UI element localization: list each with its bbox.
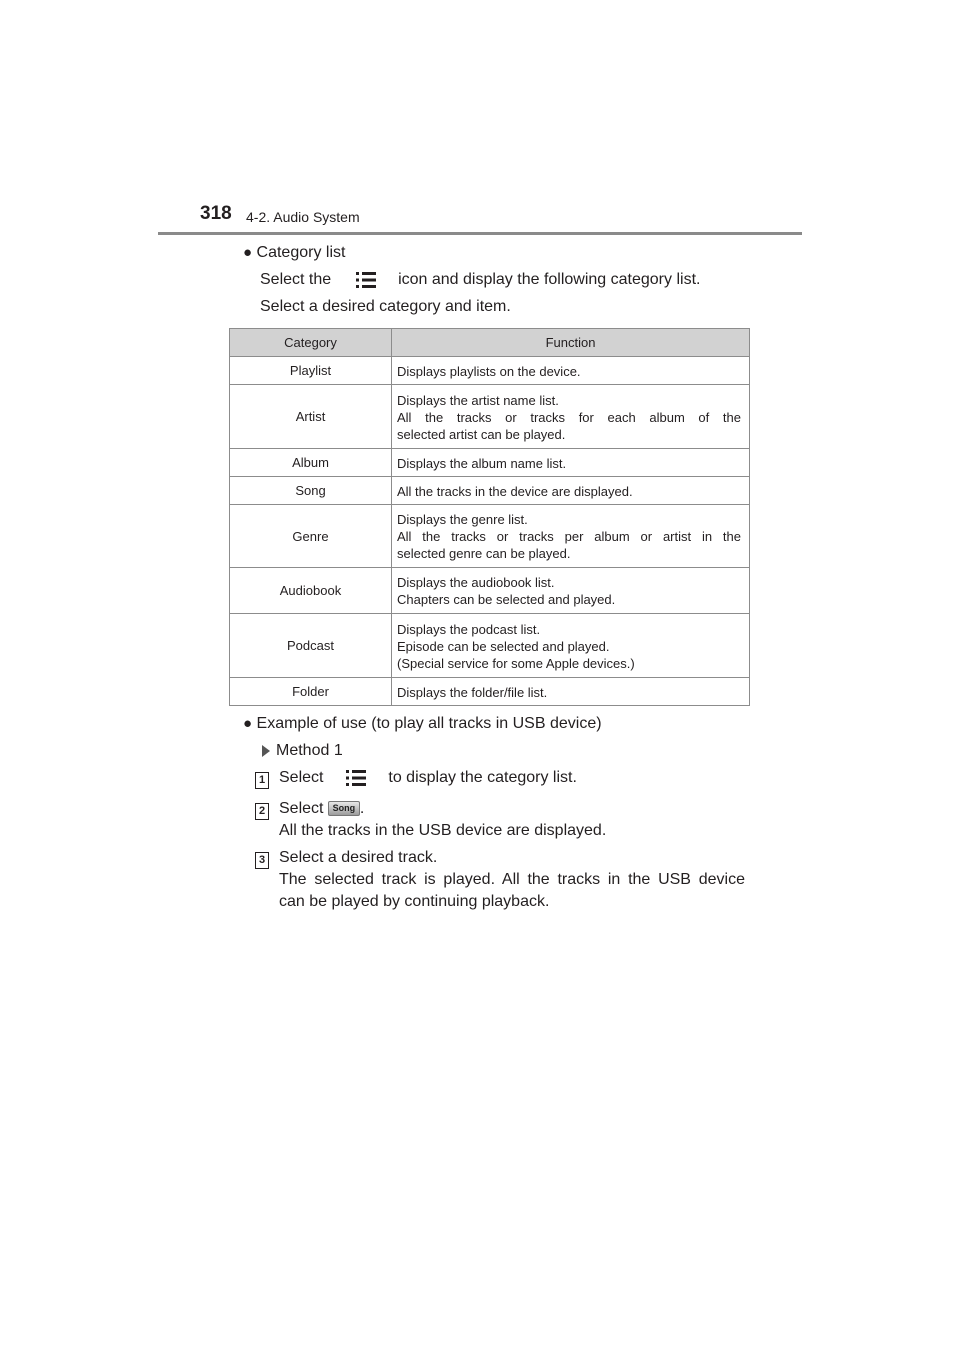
category-cell: Song (230, 477, 392, 505)
bullet-icon: ● (243, 715, 253, 732)
function-line: selected artist can be played. (397, 426, 566, 442)
category-cell: Audiobook (230, 568, 392, 614)
list-icon (338, 767, 372, 789)
function-line: Chapters can be selected and played. (397, 592, 616, 607)
section-title: 4-2. Audio System (246, 209, 360, 225)
step-3-line3: can be played by continuing playback. (279, 893, 550, 910)
step-3-line2: The selected track is played. All the tracks in the USB device (279, 871, 745, 888)
table-row (230, 614, 750, 678)
step-number-box: 3 (255, 852, 269, 869)
step-text: Select (279, 800, 324, 817)
category-cell: Folder (230, 678, 392, 706)
header-rule (158, 232, 802, 235)
step-text: . (359, 800, 365, 817)
category-table (229, 328, 750, 706)
step-text: Select (279, 769, 324, 787)
table-row (230, 385, 750, 449)
category-list-title: Category list (256, 244, 346, 261)
song-button: Song (328, 801, 360, 816)
header-category: Category (230, 329, 392, 357)
table-row (230, 449, 750, 477)
step-text: to display the category list. (388, 769, 577, 787)
step-number-box: 1 (255, 772, 269, 789)
step-3-line1: Select a desired track. (279, 849, 438, 866)
function-line: All the tracks or tracks for each album of the (397, 409, 741, 425)
step-number-box: 2 (255, 803, 269, 820)
function-line: Displays the folder/file list. (397, 684, 548, 700)
function-cell (392, 385, 750, 449)
function-line: All the tracks in the device are displayed. (397, 483, 633, 499)
method-label (262, 740, 343, 762)
arrow-icon (262, 745, 270, 757)
header-function: Function (392, 329, 750, 357)
table-header-row (230, 329, 750, 357)
function-cell (392, 568, 750, 614)
function-cell (392, 477, 750, 505)
table-row (230, 678, 750, 706)
step-2-line2: All the tracks in the USB device are displayed. (279, 822, 607, 839)
method-text: Method 1 (276, 742, 343, 759)
page-number: 318 (200, 203, 232, 224)
category-cell: Artist (230, 385, 392, 449)
table-row (230, 477, 750, 505)
table-row (230, 568, 750, 614)
example-title: Example of use (to play all tracks in USB device) (256, 715, 602, 732)
category-cell: Genre (230, 505, 392, 568)
category-cell: Album (230, 449, 392, 477)
function-line: All the tracks or tracks per album or artist in the (397, 529, 741, 544)
function-cell (392, 505, 750, 568)
function-cell (392, 614, 750, 678)
function-line: Displays the podcast list. (397, 621, 541, 637)
bullet-icon: ● (243, 244, 253, 261)
function-line: Displays the album name list. (397, 455, 567, 471)
list-icon (348, 269, 382, 291)
function-line: Episode can be selected and played. (397, 638, 610, 654)
category-cell: Playlist (230, 357, 392, 385)
function-cell (392, 357, 750, 385)
table-row (230, 357, 750, 385)
step-2-text (279, 798, 364, 820)
function-line: selected genre can be played. (397, 546, 571, 561)
example-heading (243, 713, 602, 735)
function-line: (Special service for some Apple devices.) (397, 655, 635, 671)
function-cell (392, 449, 750, 477)
function-line: Displays playlists on the device. (397, 363, 581, 379)
instruction-text-end: icon and display the following category list. (398, 271, 701, 289)
category-list-instruction (260, 269, 700, 291)
function-cell (392, 678, 750, 706)
function-line: Displays the artist name list. (397, 392, 559, 408)
table-row (230, 505, 750, 568)
category-list-line2: Select a desired category and item. (260, 298, 511, 315)
step-1-text (279, 767, 577, 789)
function-line: Displays the audiobook list. (397, 575, 555, 590)
category-list-heading (243, 242, 345, 264)
instruction-text-start: Select the (260, 271, 332, 289)
category-cell: Podcast (230, 614, 392, 678)
function-line: Displays the genre list. (397, 512, 528, 527)
